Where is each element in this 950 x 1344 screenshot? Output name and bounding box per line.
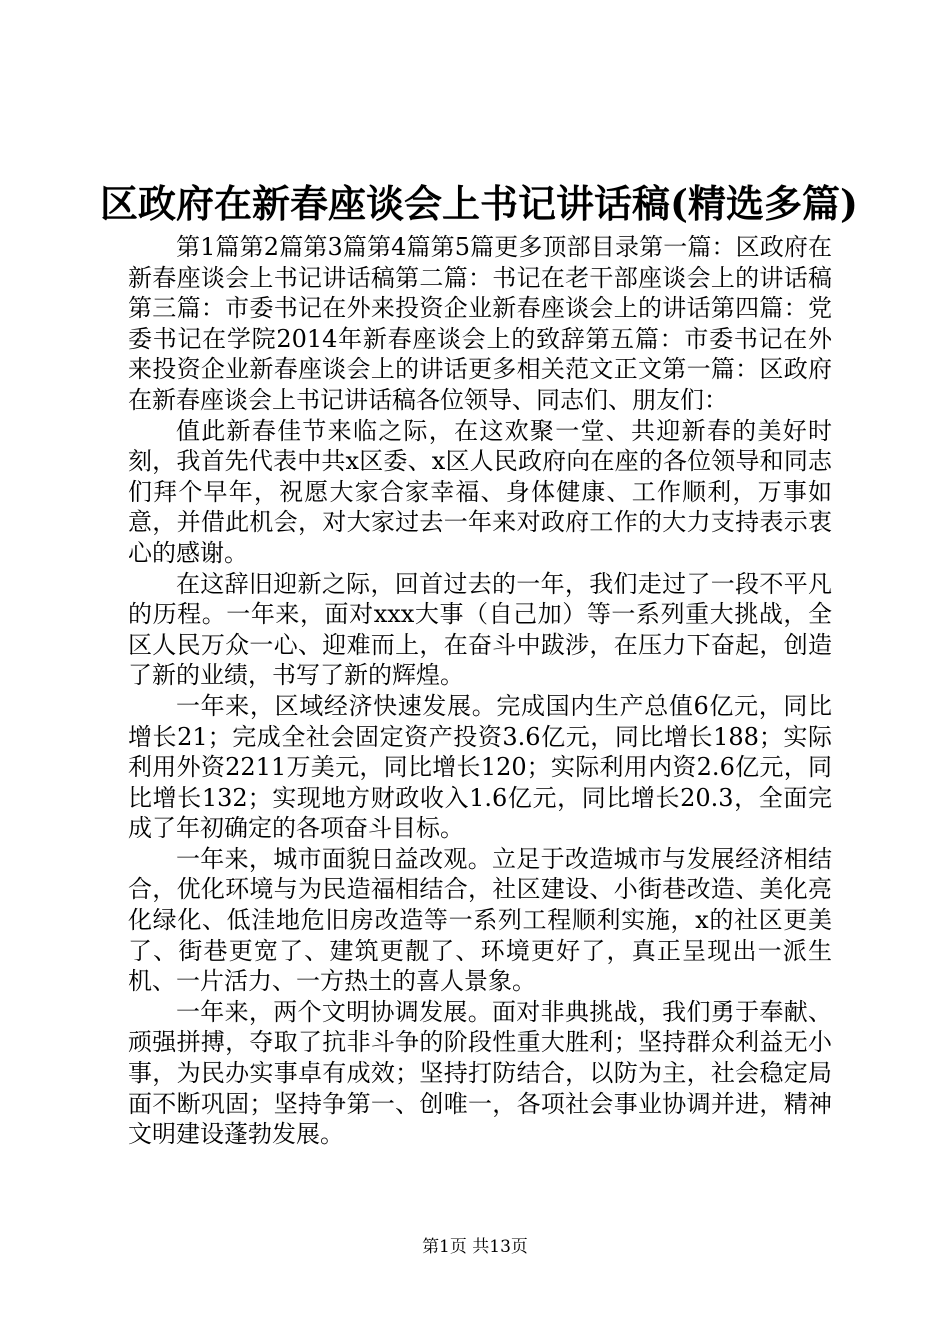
page-footer: 第1页 共13页	[422, 1237, 528, 1257]
document-title: 区政府在新春座谈会上书记讲话稿(精选多篇)	[100, 181, 858, 226]
paragraph-greeting: 值此新春佳节来临之际，在这欢聚一堂、共迎新春的美好时刻，我首先代表中共x区委、x区人民政府向在座的各位领导和同志们拜个早年，祝愿大家合家幸福、身体健康、工作顺利，万事如意，并借此机会，对大家过去一年来对政府工作的大力支持表示衷心的感谢。	[128, 416, 832, 567]
paragraph-contents: 第1篇第2篇第3篇第4篇第5篇更多顶部目录第一篇：区政府在新春座谈会上书记讲话稿第二篇：书记在老干部座谈会上的讲话稿第三篇：市委书记在外来投资企业新春座谈会上的讲话第四篇：党委书记在学院2014年新春座谈会上的致辞第五篇：市委书记在外来投资企业新春座谈会上的讲话更多相关范文正文第一篇：区政府在新春座谈会上书记讲话稿各位领导、同志们、朋友们：	[128, 233, 832, 414]
paragraph-city: 一年来，城市面貌日益改观。立足于改造城市与发展经济相结合，优化环境与为民造福相结合，社区建设、小街巷改造、美化亮化绿化、低洼地危旧房改造等一系列工程顺利实施，x的社区更美了、街巷更宽了、建筑更靓了、环境更好了，真正呈现出一派生机、一片活力、一方热土的喜人景象。	[128, 844, 832, 996]
document-body	[128, 232, 832, 1150]
paragraph-review: 在这辞旧迎新之际，回首过去的一年，我们走过了一段不平凡的历程。一年来，面对xxx大事（自己加）等一系列重大挑战，全区人民万众一心、迎难而上，在奋斗中跋涉，在压力下奋起，创造了新的业绩，书写了新的辉煌。	[128, 569, 832, 690]
paragraph-economy: 一年来，区域经济快速发展。完成国内生产总值6亿元，同比增长21；完成全社会固定资产投资3.6亿元，同比增长188；实际利用外资2211万美元，同比增长120；实际利用内资2.6亿元，同比增长132；实现地方财政收入1.6亿元，同比增长20.3，全面完成了年初确定的各项奋斗目标。	[128, 691, 832, 843]
paragraph-civilization: 一年来，两个文明协调发展。面对非典挑战，我们勇于奉献、顽强拼搏，夺取了抗非斗争的阶段性重大胜利；坚持群众利益无小事，为民办实事卓有成效；坚持打防结合，以防为主，社会稳定局面不断巩固；坚持争第一、创唯一，各项社会事业协调并进，精神文明建设蓬勃发展。	[128, 997, 832, 1149]
